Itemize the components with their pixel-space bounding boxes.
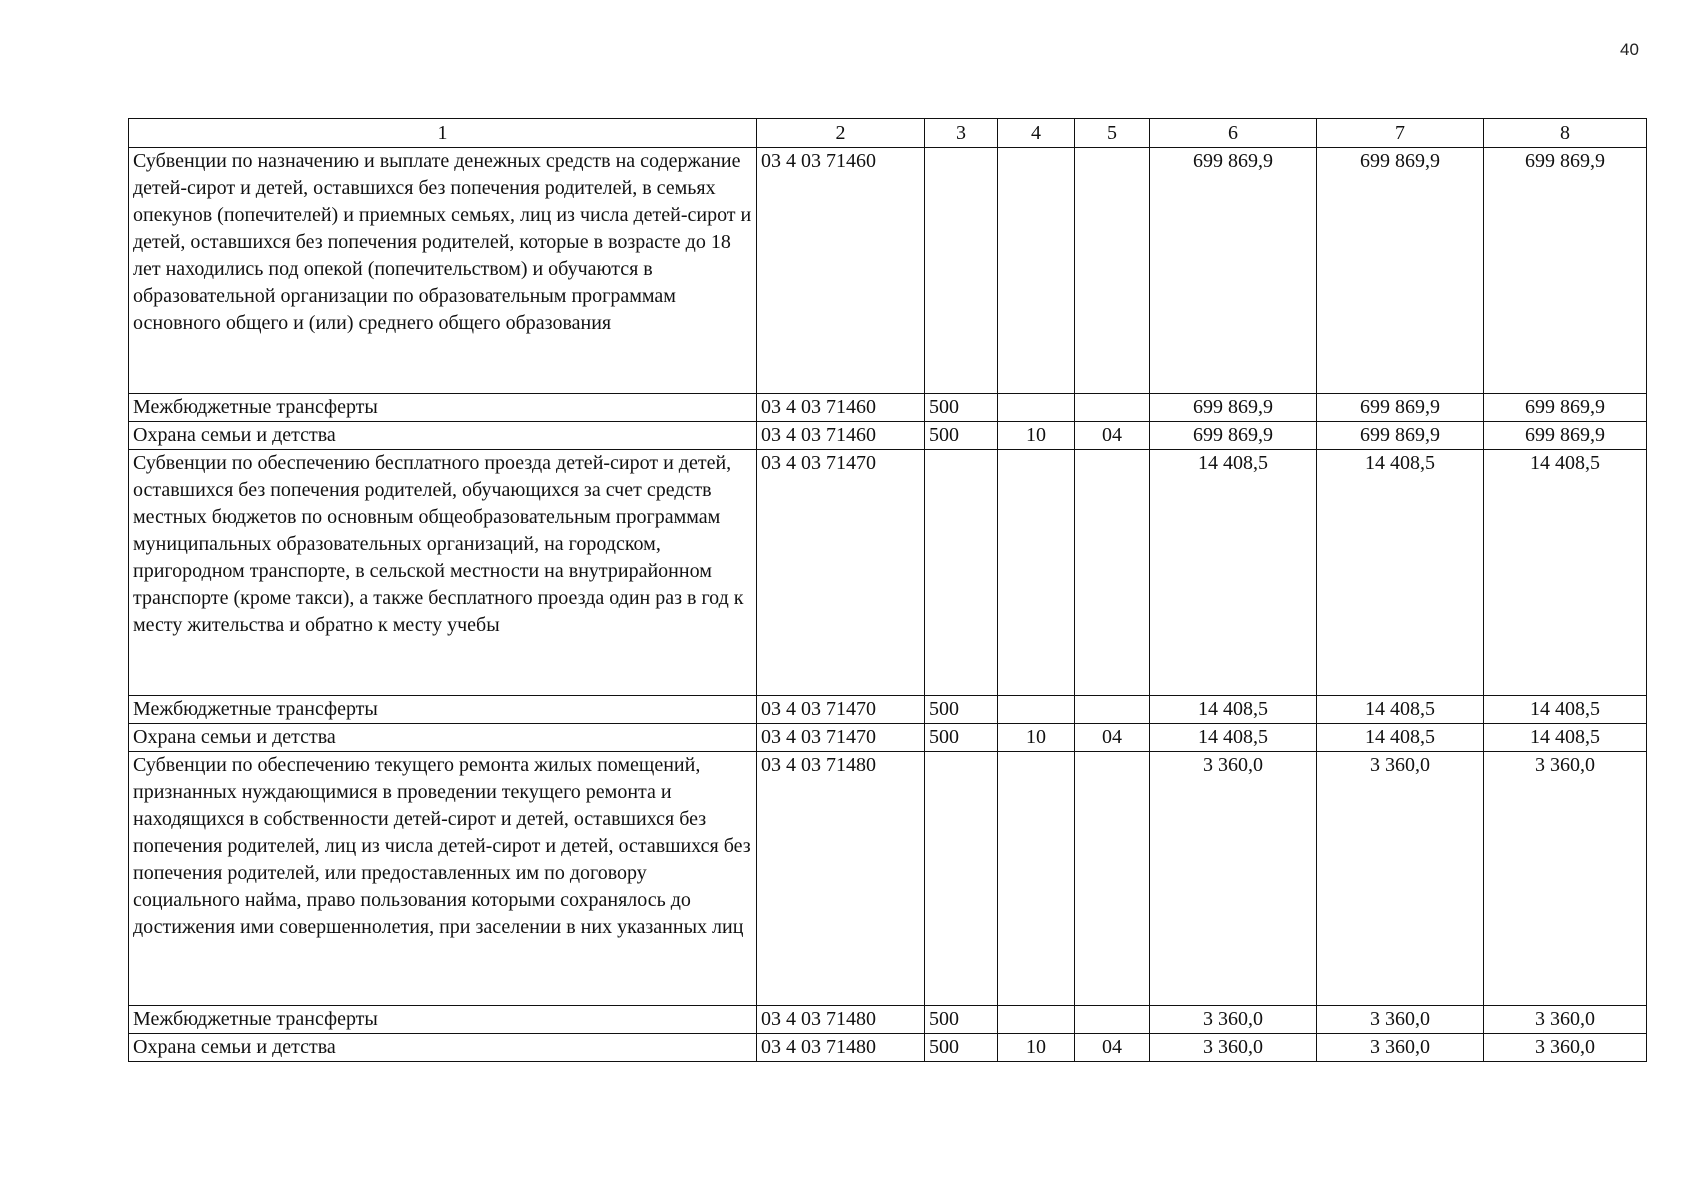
row-value-6: 3 360,0 (1150, 1006, 1317, 1034)
row-name: Межбюджетные трансферты (129, 394, 757, 422)
row-code: 03 4 03 71470 (757, 696, 925, 724)
row-col5 (1075, 450, 1150, 696)
row-value-8: 14 408,5 (1484, 724, 1647, 752)
row-name: Межбюджетные трансферты (129, 1006, 757, 1034)
row-col5 (1075, 1006, 1150, 1034)
row-code: 03 4 03 71460 (757, 394, 925, 422)
row-col4 (998, 450, 1075, 696)
row-code: 03 4 03 71480 (757, 1034, 925, 1062)
row-value-7: 3 360,0 (1317, 1006, 1484, 1034)
row-value-7: 14 408,5 (1317, 450, 1484, 696)
page-number: 40 (1620, 40, 1639, 59)
row-col5 (1075, 394, 1150, 422)
header-cell: 7 (1317, 119, 1484, 148)
table-row (129, 450, 1647, 696)
row-value-6: 14 408,5 (1150, 724, 1317, 752)
table-row (129, 696, 1647, 724)
header-cell: 5 (1075, 119, 1150, 148)
row-value-8: 14 408,5 (1484, 450, 1647, 696)
row-value-8: 3 360,0 (1484, 1034, 1647, 1062)
row-value-6: 699 869,9 (1150, 394, 1317, 422)
header-row (129, 119, 1647, 148)
table-row (129, 1006, 1647, 1034)
row-value-7: 699 869,9 (1317, 394, 1484, 422)
table-row (129, 422, 1647, 450)
row-col4 (998, 752, 1075, 1006)
row-col3 (925, 148, 998, 394)
row-value-6: 14 408,5 (1150, 696, 1317, 724)
row-value-7: 14 408,5 (1317, 696, 1484, 724)
budget-table (128, 118, 1647, 1062)
row-col4: 10 (998, 422, 1075, 450)
row-col3: 500 (925, 1034, 998, 1062)
row-value-6: 3 360,0 (1150, 752, 1317, 1006)
row-value-7: 3 360,0 (1317, 752, 1484, 1006)
row-col3: 500 (925, 696, 998, 724)
row-code: 03 4 03 71470 (757, 724, 925, 752)
header-cell: 3 (925, 119, 998, 148)
table-row (129, 724, 1647, 752)
row-value-8: 699 869,9 (1484, 148, 1647, 394)
row-value-8: 699 869,9 (1484, 422, 1647, 450)
row-col4 (998, 394, 1075, 422)
row-value-7: 3 360,0 (1317, 1034, 1484, 1062)
row-col5 (1075, 148, 1150, 394)
row-value-6: 3 360,0 (1150, 1034, 1317, 1062)
row-value-8: 699 869,9 (1484, 394, 1647, 422)
row-col5 (1075, 696, 1150, 724)
header-cell: 2 (757, 119, 925, 148)
row-col3 (925, 752, 998, 1006)
row-value-6: 14 408,5 (1150, 450, 1317, 696)
row-value-7: 14 408,5 (1317, 724, 1484, 752)
row-col3: 500 (925, 1006, 998, 1034)
row-col4: 10 (998, 1034, 1075, 1062)
table-row (129, 752, 1647, 1006)
header-cell: 8 (1484, 119, 1647, 148)
row-col3: 500 (925, 724, 998, 752)
table-row (129, 394, 1647, 422)
row-col5: 04 (1075, 422, 1150, 450)
table-row (129, 148, 1647, 394)
row-value-8: 3 360,0 (1484, 1006, 1647, 1034)
row-name: Межбюджетные трансферты (129, 696, 757, 724)
row-col3 (925, 450, 998, 696)
row-name: Субвенции по назначению и выплате денежных средств на содержание детей-сирот и детей, оставшихся без попечения родителей, в семьях опекунов (попечителей) и приемных семьях, лиц из числа детей-сирот и детей, оставшихся без попечения родителей, которые в возрасте до 18 лет находились под опекой (попечительством) и обучаются в образовательной организации по образовательным программам основного общего и (или) среднего общего образования (129, 148, 757, 394)
header-cell: 1 (129, 119, 757, 148)
row-value-6: 699 869,9 (1150, 422, 1317, 450)
row-col4: 10 (998, 724, 1075, 752)
table-row (129, 1034, 1647, 1062)
row-value-8: 3 360,0 (1484, 752, 1647, 1006)
row-value-6: 699 869,9 (1150, 148, 1317, 394)
row-name: Охрана семьи и детства (129, 422, 757, 450)
row-name: Субвенции по обеспечению бесплатного проезда детей-сирот и детей, оставшихся без попечения родителей, обучающихся за счет средств местных бюджетов по основным общеобразовательным программам муниципальных образовательных организаций, на городском, пригородном транспорте, в сельской местности на внутрирайонном транспорте (кроме такси), а также бесплатного проезда один раз в год к месту жительства и обратно к месту учебы (129, 450, 757, 696)
row-value-7: 699 869,9 (1317, 422, 1484, 450)
row-code: 03 4 03 71460 (757, 148, 925, 394)
row-col4 (998, 696, 1075, 724)
header-cell: 6 (1150, 119, 1317, 148)
row-col4 (998, 1006, 1075, 1034)
row-code: 03 4 03 71480 (757, 1006, 925, 1034)
row-name: Охрана семьи и детства (129, 1034, 757, 1062)
row-code: 03 4 03 71470 (757, 450, 925, 696)
row-name: Субвенции по обеспечению текущего ремонта жилых помещений, признанных нуждающимися в проведении текущего ремонта и находящихся в собственности детей-сирот и детей, оставшихся без попечения родителей, лиц из числа детей-сирот и детей, оставшихся без попечения родителей, или предоставленных им по договору социального найма, право пользования которыми сохранялось до достижения ими совершеннолетия, при заселении в них указанных лиц (129, 752, 757, 1006)
row-name: Охрана семьи и детства (129, 724, 757, 752)
row-col5 (1075, 752, 1150, 1006)
header-cell: 4 (998, 119, 1075, 148)
row-col5: 04 (1075, 1034, 1150, 1062)
row-value-7: 699 869,9 (1317, 148, 1484, 394)
row-value-8: 14 408,5 (1484, 696, 1647, 724)
row-code: 03 4 03 71460 (757, 422, 925, 450)
row-col3: 500 (925, 394, 998, 422)
row-code: 03 4 03 71480 (757, 752, 925, 1006)
row-col3: 500 (925, 422, 998, 450)
row-col4 (998, 148, 1075, 394)
row-col5: 04 (1075, 724, 1150, 752)
